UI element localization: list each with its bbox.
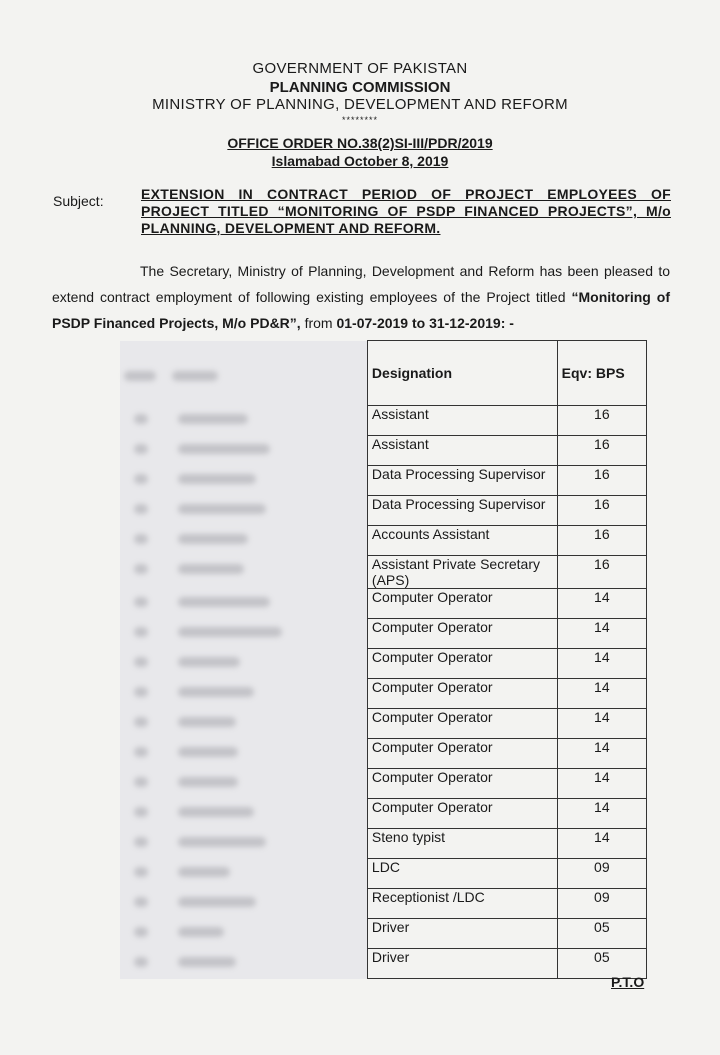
table-row [120, 949, 647, 979]
serial-number-redacted [120, 619, 168, 649]
table-row [120, 406, 647, 436]
table-row [120, 709, 647, 739]
bps-cell: 14 [557, 799, 646, 829]
bps-cell: 16 [557, 466, 646, 496]
serial-number-redacted [120, 496, 168, 526]
table-row [120, 556, 647, 589]
employee-name-redacted [168, 889, 367, 919]
bps-cell: 14 [557, 679, 646, 709]
designation-cell: Driver [367, 919, 557, 949]
employee-name-redacted [168, 769, 367, 799]
employee-name-redacted [168, 526, 367, 556]
designation-cell: Computer Operator [367, 799, 557, 829]
designation-header: Designation [367, 341, 557, 406]
table-row [120, 649, 647, 679]
serial-number-redacted [120, 649, 168, 679]
subject-text: EXTENSION IN CONTRACT PERIOD OF PROJECT EMPLOYEES OF PROJECT TITLED “MONITORING OF PSDP FINANCED PROJECTS”, M/o PLANNING, DEVELOPMENT AND REFORM. [141, 186, 671, 236]
employee-name-redacted [168, 859, 367, 889]
designation-cell: LDC [367, 859, 557, 889]
project-title: “Monitoring of PSDP Financed Projects, M/o PD&R”, [52, 289, 671, 331]
employee-name-redacted [168, 436, 367, 466]
serial-number-redacted [120, 739, 168, 769]
designation-cell: Computer Operator [367, 649, 557, 679]
header-stars-divider: ******** [341, 115, 379, 125]
serial-number-redacted [120, 436, 168, 466]
header-commission: PLANNING COMMISSION [269, 79, 451, 96]
employee-name-redacted [168, 619, 367, 649]
body-intro: The Secretary, Ministry of Planning, Development and Reform has been pleased to extend contract employment of following existing employees of the Project titled [52, 263, 670, 305]
designation-cell: Data Processing Supervisor [367, 466, 557, 496]
employee-name-redacted [168, 709, 367, 739]
serial-number-redacted [120, 949, 168, 979]
employee-name-redacted [168, 649, 367, 679]
bps-cell: 14 [557, 709, 646, 739]
serial-number-redacted [120, 829, 168, 859]
bps-cell: 16 [557, 496, 646, 526]
table-row [120, 919, 647, 949]
employee-name-redacted [168, 799, 367, 829]
table-row [120, 889, 647, 919]
bps-cell: 14 [557, 829, 646, 859]
designation-cell: Steno typist [367, 829, 557, 859]
bps-cell: 14 [557, 769, 646, 799]
designation-cell: Driver [367, 949, 557, 979]
designation-cell: Receptionist /LDC [367, 889, 557, 919]
serial-number-redacted [120, 799, 168, 829]
office-order-number: OFFICE ORDER NO.38(2)SI-III/PDR/2019 [227, 135, 493, 151]
table-row [120, 769, 647, 799]
bps-cell: 14 [557, 739, 646, 769]
designation-cell: Computer Operator [367, 679, 557, 709]
name-header [168, 341, 367, 406]
bps-cell: 16 [557, 436, 646, 466]
employee-name-redacted [168, 556, 367, 589]
designation-cell: Accounts Assistant [367, 526, 557, 556]
bps-cell: 09 [557, 889, 646, 919]
table-row [120, 589, 647, 619]
table-row [120, 799, 647, 829]
serial-number-redacted [120, 859, 168, 889]
table-body [120, 406, 647, 979]
table-row [120, 436, 647, 466]
bps-header: Eqv: BPS [557, 341, 646, 406]
serial-number-redacted [120, 679, 168, 709]
bps-cell: 09 [557, 859, 646, 889]
sno-header [120, 341, 168, 406]
employee-name-redacted [168, 406, 367, 436]
employee-table [120, 340, 647, 979]
serial-number-redacted [120, 769, 168, 799]
serial-number-redacted [120, 556, 168, 589]
pto-label: P.T.O [611, 974, 645, 990]
designation-cell: Data Processing Supervisor [367, 496, 557, 526]
employee-name-redacted [168, 739, 367, 769]
designation-cell: Computer Operator [367, 769, 557, 799]
bps-cell: 05 [557, 949, 646, 979]
table-row [120, 496, 647, 526]
employee-name-redacted [168, 919, 367, 949]
bps-cell: 16 [557, 556, 646, 589]
serial-number-redacted [120, 466, 168, 496]
designation-cell: Assistant Private Secretary (APS) [367, 556, 557, 589]
designation-cell: Assistant [367, 436, 557, 466]
employee-name-redacted [168, 589, 367, 619]
table-row [120, 679, 647, 709]
table-header-row [120, 341, 647, 406]
table-row [120, 619, 647, 649]
employee-name-redacted [168, 679, 367, 709]
header-government: GOVERNMENT OF PAKISTAN [252, 60, 468, 77]
bps-cell: 16 [557, 526, 646, 556]
table-row [120, 466, 647, 496]
employee-name-redacted [168, 466, 367, 496]
contract-period: 01-07-2019 to 31-12-2019: - [336, 315, 514, 331]
employee-name-redacted [168, 496, 367, 526]
bps-cell: 14 [557, 589, 646, 619]
place-date: Islamabad October 8, 2019 [271, 153, 449, 169]
from-word: from [304, 315, 333, 331]
serial-number-redacted [120, 526, 168, 556]
employee-name-redacted [168, 829, 367, 859]
bps-cell: 16 [557, 406, 646, 436]
header-ministry: MINISTRY OF PLANNING, DEVELOPMENT AND REFORM [152, 96, 568, 113]
body-paragraph [52, 258, 670, 336]
designation-cell: Computer Operator [367, 619, 557, 649]
serial-number-redacted [120, 406, 168, 436]
serial-number-redacted [120, 889, 168, 919]
table-row [120, 526, 647, 556]
bps-cell: 14 [557, 649, 646, 679]
designation-cell: Assistant [367, 406, 557, 436]
bps-cell: 05 [557, 919, 646, 949]
serial-number-redacted [120, 709, 168, 739]
designation-cell: Computer Operator [367, 709, 557, 739]
bps-cell: 14 [557, 619, 646, 649]
designation-cell: Computer Operator [367, 739, 557, 769]
table-row [120, 739, 647, 769]
table-row [120, 829, 647, 859]
serial-number-redacted [120, 589, 168, 619]
subject-label: Subject: [53, 193, 104, 209]
serial-number-redacted [120, 919, 168, 949]
employee-name-redacted [168, 949, 367, 979]
designation-cell: Computer Operator [367, 589, 557, 619]
table-row [120, 859, 647, 889]
